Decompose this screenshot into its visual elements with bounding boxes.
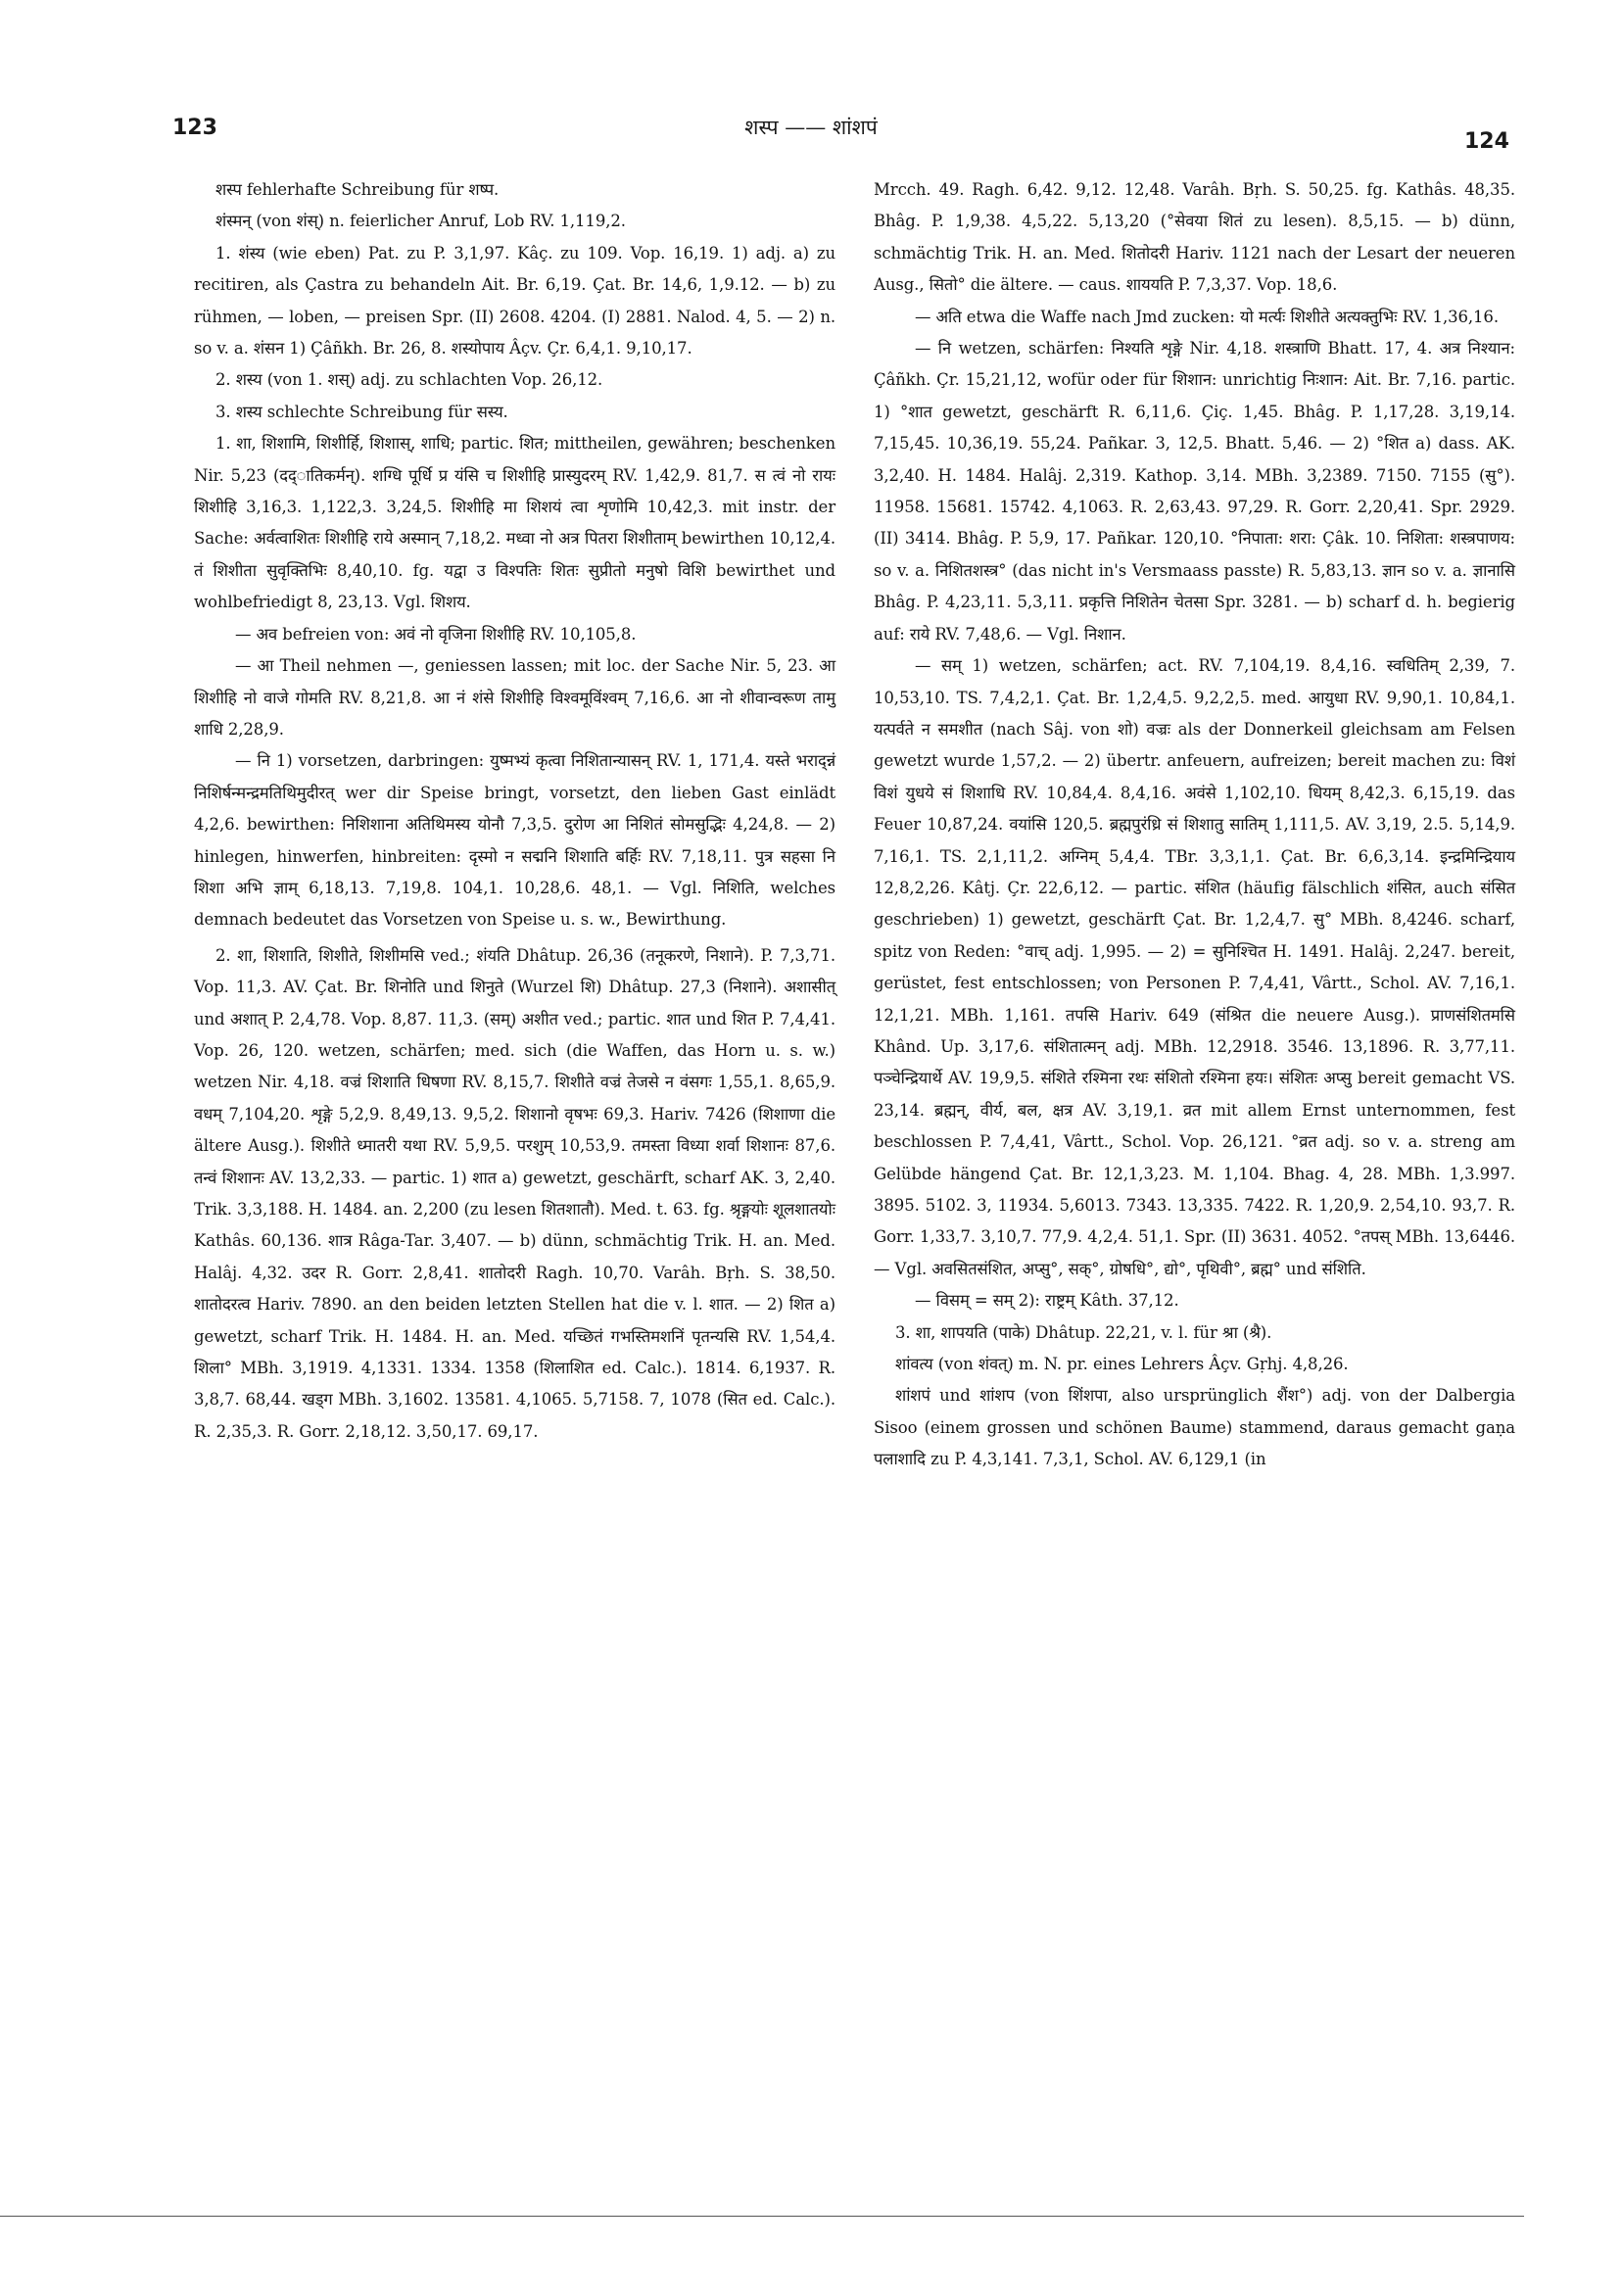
dictionary-entry: — सम् 1) wetzen, schärfen; act. RV. 7,104,19. 8,4,16. स्वधितिम् 2,39, 7. 10,53,10. TS. 7,4,2,1. Çat. Br. 1,2,4,5. 9,2,2,5. med. आयुधा RV. 9,90,1. 10,84,1. यत्पर्वते न समशीत (nach Sâj. von शो) वज्रः als der Donnerkeil gleichsam am Felsen gewetzt wurde 1,57,2. — 2) übertr. anfeuern, aufreizen; bereit machen zu: विशं विशं युधये सं शिशाधि RV. 10,84,4. 8,4,16. अवंसे 1,102,10. धियम् 8,42,3. 6,15,19. das Feuer 10,87,24. वयांसि 120,5. ब्रह्मपुरंध्रि सं शिशातु सातिम् 1,111,5. AV. 3,19, 2.5. 5,14,9. 7,16,1. TS. 2,1,11,2. अग्निम् 5,4,4. TBr. 3,3,1,1. Çat. Br. 6,6,3,14. इन्द्रमिन्द्रियाय 12,8,2,26. Kâtj. Çr. 22,6,12. — partic. संशित (häufig fälschlich शंसित, auch संसित geschrieben) 1) gewetzt, geschärft Çat. Br. 1,2,4,7. सु° MBh. 8,4246. scharf, spitz von Reden: °वाच् adj. 1,995. — 2) = सुनिश्चित H. 1491. Halâj. 2,247. bereit, gerüstet, fest entschlossen; von Personen P. 7,4,41, Vârtt., Schol. AV. 7,16,1. 12,1,21. MBh. 1,161. तपसि Hariv. 649 (संश्रित die neuere Ausg.). प्राणसंशितमसि Khând. Up. 3,17,6. संशितात्मन् adj. MBh. 12,2918. 3546. 13,1896. R. 3,77,11. पञ्चेन्द्रियार्थे AV. 19,9,5. संशिते रश्मिना रथः संशितो रश्मिना हयः। संशितः अप्सु bereit gemacht VS. 23,14. ब्रह्मन्, वीर्य, बल, क्षत्र AV. 3,19,1. व्रत mit allem Ernst unternommen, fest beschlossen P. 7,4,41, Vârtt., Schol. Vop. 26,121. °व्रत adj. so v. a. streng am Gelübde hängend Çat. Br. 12,1,3,23. M. 1,104. Bhag. 4, 28. MBh. 1,3.997. 3895. 5102. 3, 11934. 5,6013. 7343. 13,335. 7422. R. 1,20,9. 2,54,10. 93,7. R. Gorr. 1,33,7. 3,10,7. 77,9. 4,2,4. 51,1. Spr. (II) 3631. 4052. °तपस् MBh. 13,6446. — Vgl. अवसितसंशित, अप्सु°, सक्°, ग्रोषधि°, द्यो°, पृथिवी°, ब्रह्म° und संशिति. <box>874 656 1515 1278</box>
dictionary-entry: शंस्मन् (von शंस्) n. feierlicher Anruf, Lob RV. 1,119,2. <box>215 212 626 231</box>
running-head: शस्प —— शांशपं <box>744 116 878 139</box>
dictionary-entry: 2. शा, शिशाति, शिशीते, शिशीमसि ved.; शंयति Dhâtup. 26,36 (तनूकरणे, निशाने). P. 7,3,71. Vop. 11,3. AV. Çat. Br. शिनोति und शिनुते (Wurzel शि) Dhâtup. 27,3 (निशाने). अशासीत् und अशात् P. 2,4,78. Vop. 8,87. 11,3. (सम्) अशीत ved.; partic. शात und शित P. 7,4,41. Vop. 26, 120. wetzen, schärfen; med. sich (die Waffen, das Horn u. s. w.) wetzen Nir. 4,18. वज्रं शिशाति धिषणा RV. 8,15,7. शिशीते वज्रं तेजसे न वंसगः 1,55,1. 8,65,9. वधम् 7,104,20. शृङ्गे 5,2,9. 8,49,13. 9,5,2. शिशानो वृषभः 69,3. Hariv. 7426 (शिशाणा die ältere Ausg.). शिशीते ध्मातरी यथा RV. 5,9,5. परशुम् 10,53,9. तमस्ता विध्या शर्वा शिशानः 87,6. तन्वं शिशानः AV. 13,2,33. — partic. 1) शात a) gewetzt, geschärft, scharf AK. 3, 2,40. Trik. 3,3,188. H. 1484. an. 2,200 (zu lesen शितशातौ). Med. t. 63. fg. श्रृङ्गयोः शूलशातयोः Kathâs. 60,136. शात्र Râga-Tar. 3,407. — b) dünn, schmächtig Trik. H. an. Med. Halâj. 4,32. उदर R. Gorr. 2,8,41. शातोदरी Ragh. 10,70. Varâh. Bṛh. S. 38,50. शातोदरत्व Hariv. 7890. an den beiden letzten Stellen hat die v. l. शात. — 2) शित a) gewetzt, scharf Trik. H. 1484. H. an. Med. यच्छितं गभस्तिमशनिं पृतन्यसि RV. 1,54,4. शिला° MBh. 3,1919. 4,1331. 1334. 1358 (शिलाशित ed. Calc.). 1814. 6,1937. R. 3,8,7. 68,44. खड्ग MBh. 3,1602. 13581. 4,1065. 5,7158. 7, 1078 (सित ed. Calc.). R. 2,35,3. R. Gorr. 2,18,12. 3,50,17. 69,17. <box>194 945 835 1441</box>
dictionary-entry: — नि 1) vorsetzen, darbringen: युष्मभ्यं कृत्वा निशितान्यासन् RV. 1, 171,4. यस्ते भराद्न्नं निशिर्षन्मन्द्रमतिथिमुदीरत् wer dir Speise bringt, vorsetzt, den lieben Gast einlädt 4,2,6. bewirthen: निशिशाना अतिथिमस्य योनौ 7,3,5. दुरोण आ निशितं सोमसुद्भिः 4,24,8. — 2) hinlegen, hinwerfen, hinbreiten: दृस्मो न सद्मनि शिशाति बर्हिः RV. 7,18,11. पुत्र सहसा नि शिशा अभि ज्ञाम् 6,18,13. 7,19,8. 104,1. 10,28,6. 48,1. — Vgl. निशिति, welches demnach bedeutet das Vorsetzen von Speise u. s. w., Bewirthung. <box>194 751 835 930</box>
page-number-right: 124 <box>1464 129 1509 154</box>
dictionary-entry: 2. शस्य (von 1. शस्) adj. zu schlachten Vop. 26,12. <box>215 370 603 390</box>
dictionary-entry: शांशपं und शांशप (von शिंशपा, also ursprünglich शैंश°) adj. von der Dalbergia Sisoo (einem grossen und schönen Baume) stammend, daraus gemacht gaṇa पलाशादि zu P. 4,3,141. 7,3,1, Schol. AV. 6,129,1 (in <box>874 1386 1515 1469</box>
dictionary-entry: 1. शंस्य (wie eben) Pat. zu P. 3,1,97. Kâç. zu 109. Vop. 16,19. 1) adj. a) zu recitiren, als Çastra zu behandeln Ait. Br. 6,19. Çat. Br. 14,6, 1,9.12. — b) zu rühmen, — loben, — preisen Spr. (II) 2608. 4204. (I) 2881. Nalod. 4, 5. — 2) n. so v. a. शंसन 1) Çâñkh. Br. 26, 8. शस्योपाय Âçv. Çr. 6,4,1. 9,10,17. <box>194 243 835 359</box>
dictionary-entry: — आ Theil nehmen —, geniessen lassen; mit loc. der Sache Nir. 5, 23. आ शिशीहि नो वाजे गोमति RV. 8,21,8. आ नं शंसे शिशीहि विश्वमूविंश्वम् 7,16,6. आ नो शीवान्वरूण तामु शाधि 2,28,9. <box>194 656 835 739</box>
right-column <box>874 174 1515 1476</box>
left-column <box>194 174 835 1448</box>
dictionary-entry: — नि wetzen, schärfen: निश्यति शृङ्गे Nir. 4,18. शस्त्राणि Bhatt. 17, 4. अत्र निश्यान: Çâñkh. Çr. 15,21,12, wofür oder für शिशान: unrichtig निःशान: Ait. Br. 7,16. partic. 1) °शात gewetzt, geschärft R. 6,11,6. Çiç. 1,45. Bhâg. P. 1,17,28. 3,19,14. 7,15,45. 10,36,19. 55,24. Pañkar. 3, 12,5. Bhatt. 5,46. — 2) °शित a) dass. AK. 3,2,40. H. 1484. Halâj. 2,319. Kathop. 3,14. MBh. 3,2389. 7150. 7155 (सु°). 11958. 15681. 15742. 4,1063. R. 2,63,43. 97,29. R. Gorr. 2,20,41. Spr. 2929. (II) 3414. Bhâg. P. 5,9, 17. Pañkar. 120,10. °निपाता: शरा: Çâk. 10. निशिता: शस्त्रपाणय: so v. a. निशितशस्त्र° (das nicht in's Versmaass passte) R. 5,83,13. ज्ञान so v. a. ज्ञानासि Bhâg. P. 4,23,11. 5,3,11. प्रकृत्ति निशितेन चेतसा Spr. 3281. — b) scharf d. h. begierig auf: राये RV. 7,48,6. — Vgl. निशान. <box>874 339 1515 644</box>
dictionary-entry: 3. शस्य schlechte Schreibung für सस्य. <box>215 402 508 421</box>
dictionary-entry: — अति etwa die Waffe nach Jmd zucken: यो मर्त्यः शिशीते अत्यक्तुभिः RV. 1,36,16. <box>915 307 1499 326</box>
dictionary-entry: — अव befreien von: अवं नो वृजिना शिशीहि RV. 10,105,8. <box>235 624 637 644</box>
dictionary-entry: 1. शा, शिशामि, शिशीर्हि, शिशास्, शाधि; partic. शित; mittheilen, gewähren; beschenken Nir. 5,23 (दद्‌ातिकर्मन्). शग्धि पूर्धि प्र यंसि च शिशीहि प्रास्युदरम् RV. 1,42,9. 81,7. स त्वं नो रायः शिशीहि 3,16,3. 1,122,3. 3,24,5. शिशीहि मा शिशयं त्वा शृणोमि 10,42,3. mit instr. der Sache: अर्वत्वाशितः शिशीहि राये अस्मान् 7,18,2. मध्वा नो अत्र पितरा शिशीताम् bewirthen 10,12,4. तं शिशीता सुवृक्तिभिः 8,40,10. fg. यद्वा उ विश्पतिः शितः सुप्रीतो मनुषो विशि bewirthet und wohlbefriedigt 8, 23,13. Vgl. शिशय. <box>194 434 835 612</box>
page-number-left: 123 <box>172 116 217 140</box>
dictionary-entry: शांवत्य (von शंवत्) m. N. pr. eines Lehrers Âçv. Gṛhj. 4,8,26. <box>895 1355 1349 1374</box>
dictionary-entry: Mrcch. 49. Ragh. 6,42. 9,12. 12,48. Varâh. Bṛh. S. 50,25. fg. Kathâs. 48,35. Bhâg. P. 1,9,38. 4,5,22. 5,13,20 (°सेवया शितं zu lesen). 8,5,15. — b) dünn, schmächtig Trik. H. an. Med. शितोदरी Hariv. 1121 nach der Lesart der neueren Ausg., सितो° die ältere. — caus. शाययति P. 7,3,37. Vop. 18,6. <box>874 180 1515 295</box>
dictionary-entry: शस्प fehlerhafte Schreibung für शष्प. <box>215 180 500 199</box>
footer-rule <box>0 2216 1524 2217</box>
dictionary-entry: — विसम् = सम् 2): राष्ट्रम् Kâth. 37,12. <box>915 1291 1179 1311</box>
dictionary-entry: 3. शा, शापयति (पाके) Dhâtup. 22,21, v. l. für श्रा (श्रै). <box>895 1322 1272 1342</box>
